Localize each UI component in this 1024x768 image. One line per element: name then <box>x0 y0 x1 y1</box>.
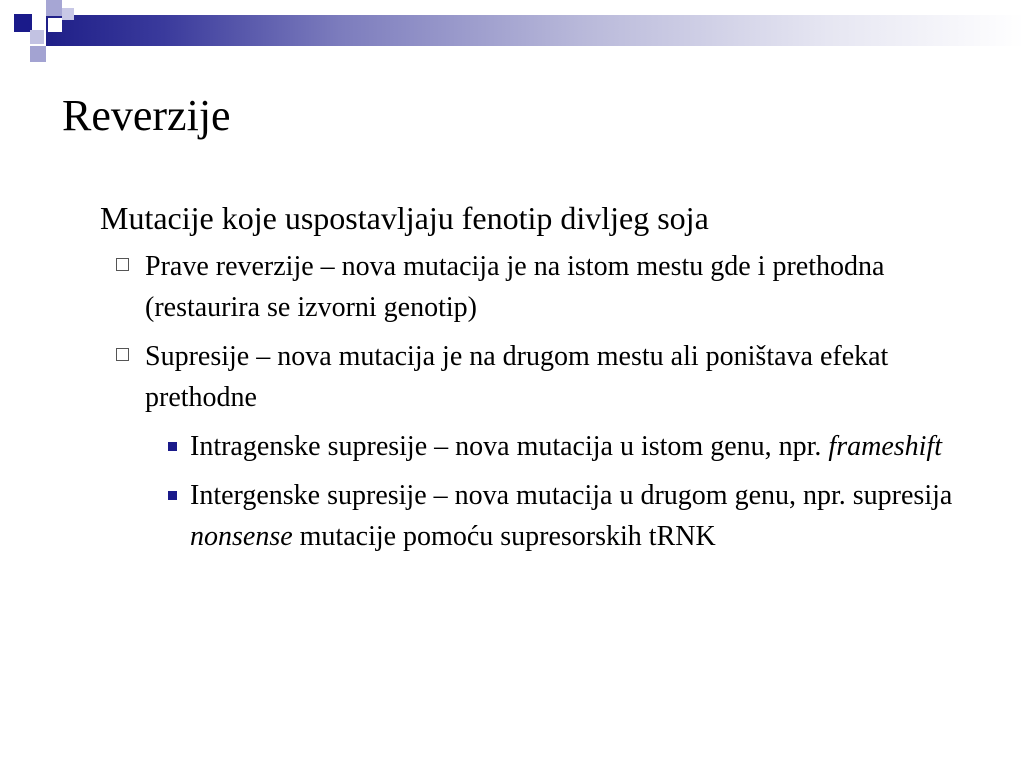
sub-point-text: Supresije – nova mutacija je na drugom mestu ali poništava efekat prethodne <box>145 341 889 413</box>
sub-sub-point-text: Intergenske supresije – nova mutacija u drugom genu, npr. supresija <box>190 480 953 511</box>
sub-sub-point <box>100 475 970 557</box>
sub-point <box>100 246 965 328</box>
slide-title: Reverzije <box>62 91 231 140</box>
header-decor-square <box>62 8 74 20</box>
sub-sub-point-text: mutacije pomoću supresorskih tRNK <box>292 521 716 552</box>
header-decor-square <box>46 0 62 16</box>
sub-sub-point <box>100 426 970 467</box>
sub-sub-point-italic: nonsense <box>190 521 293 552</box>
sub-sub-point-text: Intragenske supresije – nova mutacija u istom genu, npr. <box>190 431 829 462</box>
header-gradient-bar <box>46 15 1024 46</box>
hollow-square-bullet-icon <box>116 258 129 271</box>
filled-square-bullet-icon <box>168 442 177 451</box>
sub-point-text: Prave reverzije – nova mutacija je na istom mestu gde i prethodna (restaurira se izvorni genotip) <box>145 251 885 323</box>
header-decor-square <box>30 30 44 44</box>
filled-square-bullet-icon <box>168 491 177 500</box>
sub-point <box>100 336 965 418</box>
main-point: Mutacije koje uspostavljaju fenotip divljeg soja <box>100 200 709 236</box>
header-decor-square <box>30 46 46 62</box>
slide-body <box>100 196 980 565</box>
header-decor-square <box>48 18 62 32</box>
sub-sub-point-italic: frameshift <box>828 431 942 462</box>
hollow-square-bullet-icon <box>116 348 129 361</box>
